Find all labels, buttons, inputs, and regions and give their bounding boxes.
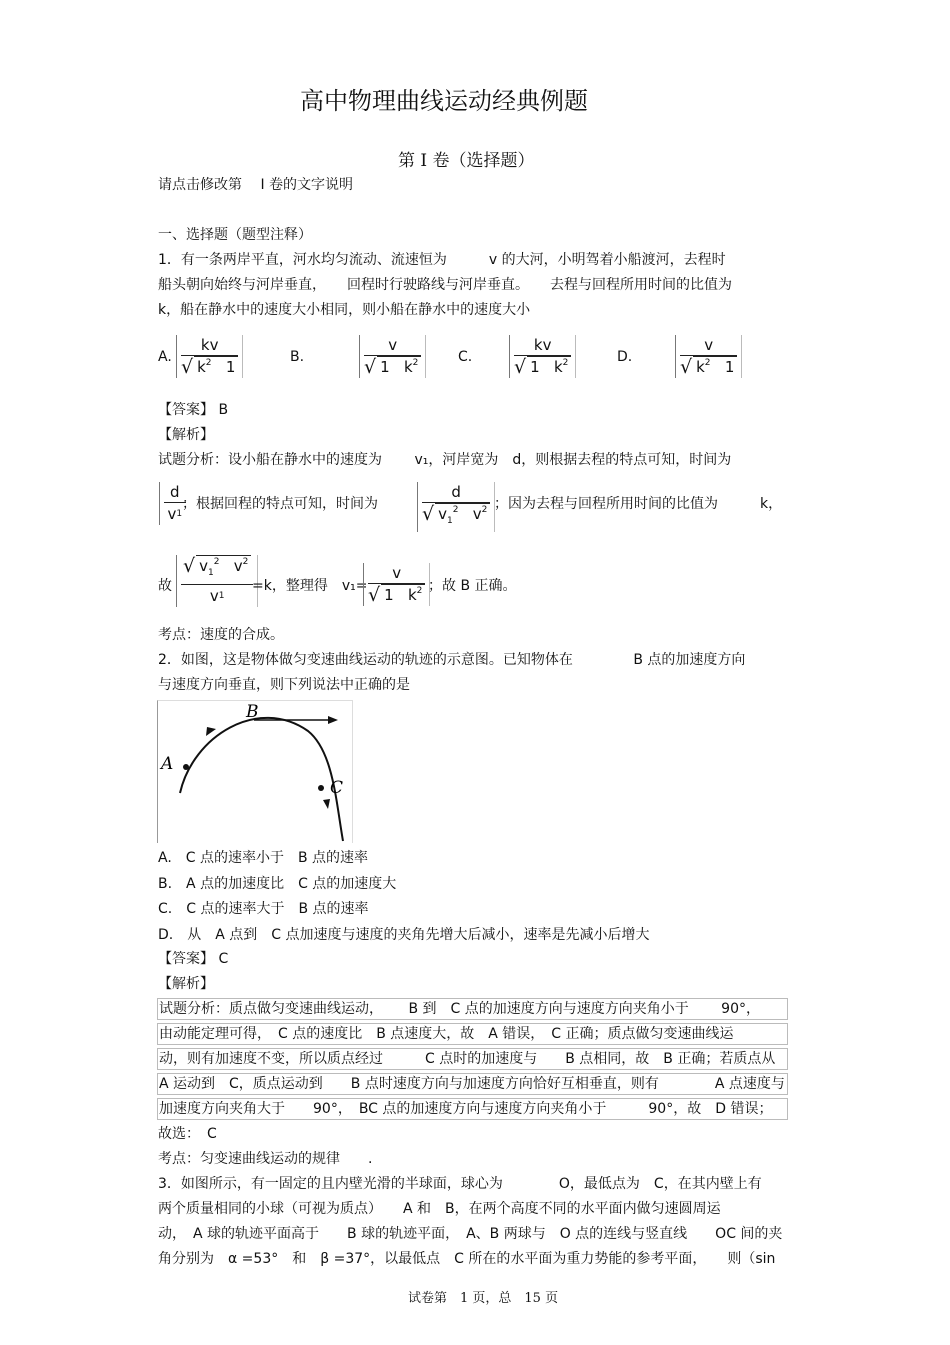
q1-mid-text-1: ；根据回程的特点可知，时间为 xyxy=(182,496,378,512)
den-exponent: 2 xyxy=(412,358,419,368)
q1-v1-fraction xyxy=(363,563,430,606)
fraction-numerator: kv xyxy=(533,336,552,354)
label-b: B xyxy=(246,702,259,722)
den-term-2: k xyxy=(553,358,563,376)
q2-option-d: D. 从 A 点到 C 点加速度与速度的夹角先增大后减小，速率是先减小后增大 xyxy=(158,927,650,943)
trajectory-figure xyxy=(157,700,353,843)
den-exponent: 2 xyxy=(205,358,212,368)
sqrt-icon: √ xyxy=(680,356,693,378)
q2-analysis-label: 【解析】 xyxy=(158,976,214,992)
arrow-head-icon xyxy=(323,799,330,809)
q1-line-2: 船头朝向始终与河岸垂直， 回程时行驶路线与河岸垂直。 去程与回程所用时间的比值为 xyxy=(158,277,732,293)
sqrt-icon: √ xyxy=(364,356,377,378)
q1-option-a-label: A. xyxy=(158,349,172,365)
den-term: 1 xyxy=(530,358,540,376)
den-subscript: 1 xyxy=(176,509,183,519)
fraction-denominator xyxy=(181,356,238,378)
sqrt-icon: √ xyxy=(181,356,194,378)
fraction-denominator: √ $v_1^2$ $v^2$ xyxy=(422,503,490,532)
point-c-dot xyxy=(318,785,324,791)
q1-line-3: k，船在静水中的速度大小相同，则小船在静水中的速度大小 xyxy=(158,302,531,318)
q3-line-3: 动， A 球的轨迹平面高于 B 球的轨迹平面， A、B 两球与 O 点的连线与竖直线 OC 间的夹 xyxy=(158,1226,783,1242)
q2-analysis-line-2: 由动能定理可得， C 点的速度比 B 点速度大，故 A 错误， C 正确；质点做匀变速曲线运 xyxy=(159,1026,734,1042)
q1-option-d-label: D. xyxy=(617,349,633,365)
q1-conclusion: ；故 B 正确。 xyxy=(428,578,517,594)
q1-option-a-fraction xyxy=(176,335,243,378)
sqrt-icon: √ xyxy=(514,356,527,378)
q1-option-b-label: B. xyxy=(290,349,305,365)
label-a: A xyxy=(161,754,174,774)
q1-mid-text-2: ；因为去程与回程所用时间的比值为 k， xyxy=(494,496,783,512)
q3-line-2: 两个质量相同的小球（可视为质点） A 和 B，在两个高度不同的水平面内做匀速圆周运 xyxy=(158,1201,721,1217)
fraction-numerator: d xyxy=(170,483,180,501)
q2-analysis-line-1: 试题分析：质点做匀变速曲线运动， B 到 C 点的加速度方向与速度方向夹角小于 90°， xyxy=(159,1001,760,1017)
q2-kaodian: 考点：匀变速曲线运动的规律 . xyxy=(158,1151,373,1167)
part-heading: 一、选择题（题型注释） xyxy=(158,227,312,243)
arrow-head-icon xyxy=(206,727,216,736)
q1-kaodian: 考点：速度的合成。 xyxy=(158,627,284,643)
den-term: k xyxy=(696,358,705,376)
den-term: v xyxy=(167,505,177,523)
q1-eq-k: =k，整理得 v₁= xyxy=(252,578,368,594)
trajectory-diagram xyxy=(158,701,354,844)
q1-analysis-line-1: 试题分析：设小船在静水中的速度为 v₁，河岸宽为 d，则根据去程的特点可知，时间为 xyxy=(158,452,732,468)
fraction-numerator: v xyxy=(704,336,714,354)
sqrt-icon: √ xyxy=(183,555,196,577)
fraction-denominator: v 1 xyxy=(209,587,225,605)
fraction-denominator xyxy=(680,356,737,378)
den-exponent: 2 xyxy=(704,358,711,368)
q1-ratio-fraction xyxy=(176,555,258,607)
q1-option-c-fraction xyxy=(509,335,576,378)
fraction-numerator: √ $v_1^2$ $v^2$ xyxy=(181,555,253,584)
q3-line-4: 角分别为 α =53° 和 β =37°，以最低点 C 所在的水平面为重力势能的参考平面， 则（sin xyxy=(158,1251,776,1267)
den-term: k xyxy=(197,358,206,376)
den-term-2: 1 xyxy=(225,358,236,376)
section-title: 第 I 卷（选择题） xyxy=(398,151,535,171)
q2-option-b: B. A 点的加速度比 C 点的加速度大 xyxy=(158,876,397,892)
q2-analysis-line-3: 动，则有加速度不变，所以质点经过 C 点时的加速度与 B 点相同，故 B 正确；若质点从 xyxy=(159,1051,776,1067)
fraction-denominator xyxy=(364,356,421,378)
sqrt-icon: √ xyxy=(422,503,435,525)
q3-line-1: 3．如图所示，有一固定的且内壁光滑的半球面，球心为 O，最低点为 C，在其内壁上有 xyxy=(158,1176,762,1192)
q1-option-c-label: C. xyxy=(458,349,473,365)
label-c: C xyxy=(330,778,344,798)
q1-analysis-label: 【解析】 xyxy=(158,427,214,443)
q1-line-1: 1．有一条两岸平直，河水均匀流动、流速恒为 v 的大河，小明驾着小船渡河，去程时 xyxy=(158,252,726,268)
den-term: 1 xyxy=(380,358,390,376)
fraction-denominator: √ 1 $k^2$ xyxy=(368,584,425,606)
edit-hint[interactable]: 请点击修改第 I 卷的文字说明 xyxy=(158,177,354,193)
trajectory-curve xyxy=(180,718,343,841)
fraction-numerator: d xyxy=(451,483,461,501)
q2-choose: 故选： C xyxy=(158,1126,217,1142)
q1-gu: 故 xyxy=(158,578,172,594)
den-term-2: k xyxy=(403,358,413,376)
q2-line-1: 2．如图，这是物体做匀变速曲线运动的轨迹的示意图。已知物体在 B 点的加速度方向 xyxy=(158,652,746,668)
q1-time-back-fraction xyxy=(417,482,495,532)
den-exponent: 2 xyxy=(562,358,569,368)
q2-option-a: A. C 点的速率小于 B 点的速率 xyxy=(158,850,369,866)
q1-answer: 【答案】 B xyxy=(158,402,229,418)
sqrt-icon: √ xyxy=(368,584,381,606)
fraction-denominator xyxy=(167,503,182,525)
q2-line-2: 与速度方向垂直，则下列说法中正确的是 xyxy=(158,677,410,693)
page-footer: 试卷第 1 页，总 15 页 xyxy=(408,1291,559,1306)
q2-analysis-line-5: 加速度方向夹角大于 90°， BC 点的加速度方向与速度方向夹角小于 90°，故 D 错误； xyxy=(159,1101,773,1117)
point-a-dot xyxy=(183,764,189,770)
arrow-head-icon xyxy=(328,716,338,724)
fraction-denominator xyxy=(514,356,571,378)
q2-answer: 【答案】 C xyxy=(158,951,229,967)
q2-analysis-line-4: A 运动到 C，质点运动到 B 点时速度方向与加速度方向恰好互相垂直，则有 A 点速度与 xyxy=(159,1076,785,1092)
q2-option-c: C. C 点的速率大于 B 点的速率 xyxy=(158,901,369,917)
document-title: 高中物理曲线运动经典例题 xyxy=(300,87,588,115)
den-term-2: 1 xyxy=(724,358,735,376)
fraction-numerator: v xyxy=(392,564,402,582)
fraction-numerator: v xyxy=(388,336,398,354)
fraction-numerator: kv xyxy=(200,336,219,354)
q1-option-d-fraction xyxy=(675,335,742,378)
q1-option-b-fraction xyxy=(359,335,426,378)
